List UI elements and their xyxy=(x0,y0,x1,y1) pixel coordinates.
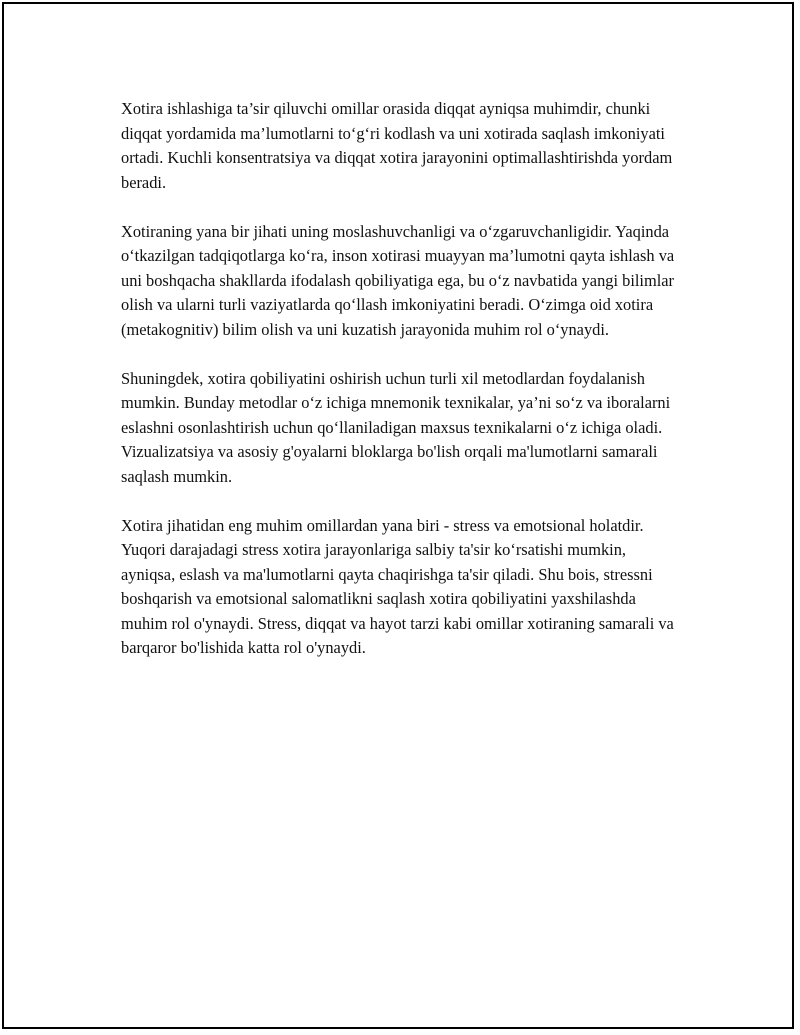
paragraph-3: Shuningdek, xotira qobiliyatini oshirish uchun turli xil metodlardan foydalanish mumkin. Bunday metodlar o‘z ichiga mnemonik texnikalar, ya’ni so‘z va iboralarni eslashni osonlashtirish uchun qo‘llaniladigan maxsus texnikalarni o‘z ichiga oladi. Vizualizatsiya va asosiy g'oyalarni bloklarga bo'lish orqali ma'lumotlarni samarali saqlash mumkin. xyxy=(121,368,671,486)
paragraph-4: Xotira jihatidan eng muhim omillardan yana biri - stress va emotsional holatdir. Yuqori darajadagi stress xotira jarayonlariga salbiy ta'sir ko‘rsatishi mumkin, ayniqsa, eslash va ma'lumotlarni qayta chaqirishga ta'sir qiladi. Shu bois, stressni boshqarish va emotsional salomatlikni saqlash xotira qobiliyatini yaxshilashda muhim rol o'ynaydi. Stress, diqqat va hayot tarzi kabi omillar xotiraning samarali va barqaror bo'lishida katta rol o'ynaydi. xyxy=(121,515,674,657)
paragraph-2: Xotiraning yana bir jihati uning moslashuvchanligi va o‘zgaruvchanligidir. Yaqinda o‘tkazilgan tadqiqotlarga ko‘ra, inson xotirasi muayyan ma’lumotni qayta ishlash va uni boshqacha shakllarda ifodalash qobiliyatiga ega, bu o‘z navbatida yangi bilimlar olish va ularni turli vaziyatlarda qo‘llash imkoniyatini beradi. O‘zimga oid xotira (metakognitiv) bilim olish va uni kuzatish jarayonida muhim rol o‘ynaydi. xyxy=(121,221,675,339)
document-body xyxy=(121,97,681,685)
paragraph-1: Xotira ishlashiga ta’sir qiluvchi omillar orasida diqqat ayniqsa muhimdir, chunki diqqat yordamida ma’lumotlarni to‘g‘ri kodlash va uni xotirada saqlash imkoniyati ortadi. Kuchli konsentratsiya va diqqat xotira jarayonini optimallashtirishda yordam beradi. xyxy=(121,99,673,192)
document-page xyxy=(2,2,794,1029)
